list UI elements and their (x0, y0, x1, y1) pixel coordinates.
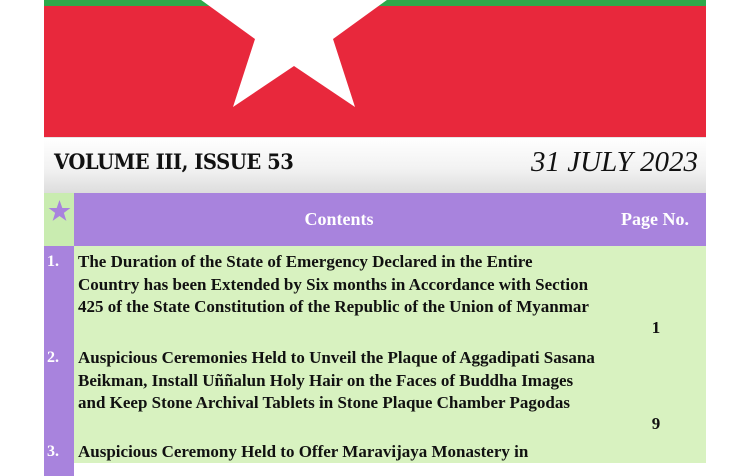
page-number-heading: Page No. (621, 209, 689, 229)
issue-date: 31 JULY 2023 (531, 146, 698, 178)
entry-page-number: 9 (651, 414, 661, 433)
volume-issue: VOLUME III, ISSUE 53 (54, 149, 294, 174)
entry-title: Auspicious Ceremonies Held to Unveil the Plaque of Aggadipati Sasana Beikman, Install Uññalun Holy Hair on the Faces of Buddha Images and Keep Stone Archival Tablets in Stone Plaque Chamber Pagodas (78, 348, 595, 412)
entry-page-number: 1 (651, 318, 661, 337)
newsletter-page (44, 0, 706, 460)
star-icon (47, 199, 72, 224)
star-icon (44, 0, 706, 138)
entry-number: 1. (47, 253, 59, 270)
issue-bar (44, 137, 706, 194)
contents-heading: Contents (304, 209, 374, 229)
flag-banner (44, 0, 706, 138)
entry-number: 3. (47, 443, 59, 460)
header-star-cell (44, 193, 74, 246)
contents-header-row (44, 193, 706, 246)
entry-title: The Duration of the State of Emergency Declared in the Entire Country has been Extended by Six months in Accordance with Section 425 of the State Constitution of the Republic of the Union of Myanmar (78, 252, 589, 316)
entry-number: 2. (47, 349, 59, 366)
entry-title: Auspicious Ceremony Held to Offer Maravijaya Monastery in (78, 442, 529, 461)
contents-table (44, 193, 706, 463)
